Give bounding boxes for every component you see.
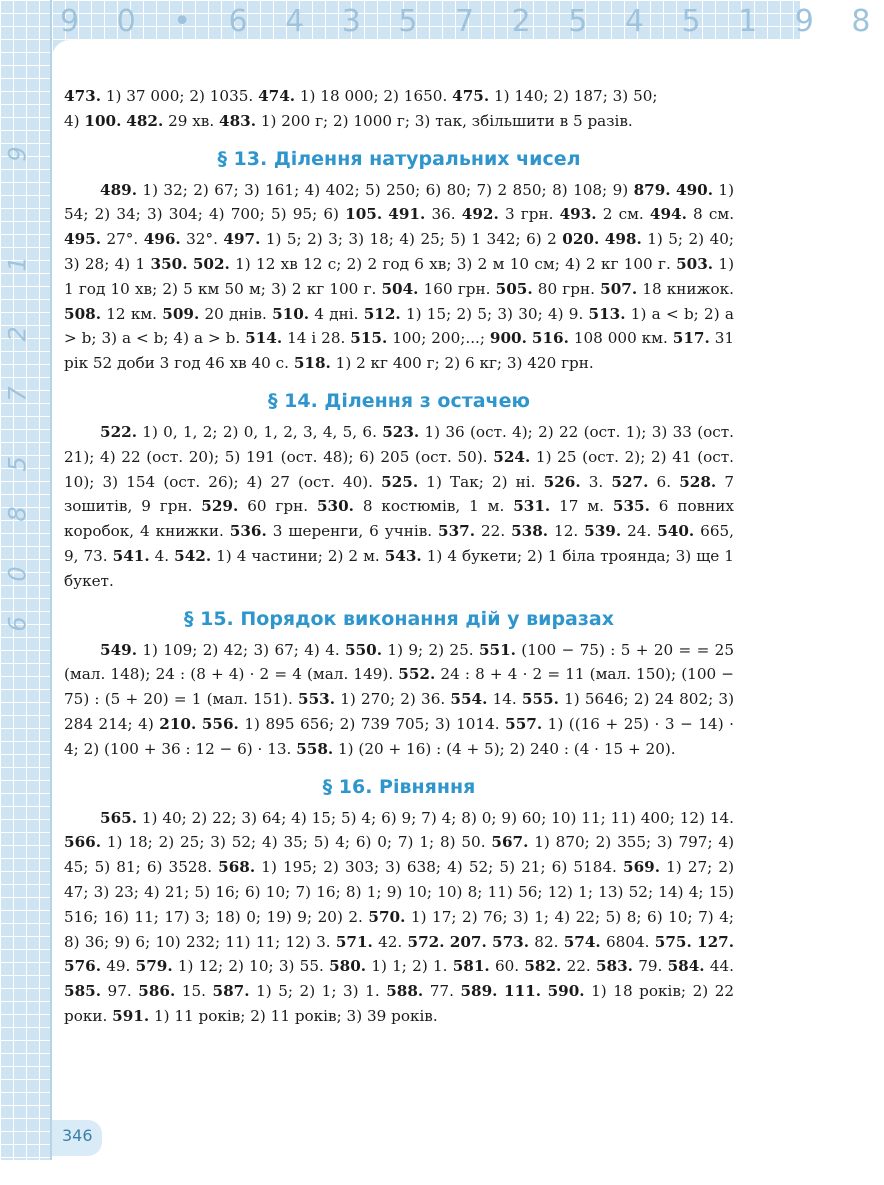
side-digit: 6 [3,616,32,632]
side-digit: 9 [3,146,32,162]
side-digit: 2 [3,326,32,342]
side-digit: 7 [3,386,32,402]
intro-line: 473. 1) 37 000; 2) 1035. 474. 1) 18 000; 2) 1650. 475. 1) 140; 2) 187; 3) 50; [64,87,658,105]
header-digits: 9 0 • 6 4 3 5 7 2 5 4 5 1 9 8 [60,4,884,39]
page-number: 346 [62,1126,93,1145]
section-answers: 565. 1) 40; 2) 22; 3) 64; 4) 15; 5) 4; 6) 9; 7) 4; 8) 0; 9) 60; 10) 11; 11) 400; 12) 14. 566. 1) 18; 2) 25; 3) 52; 4) 35; 5) 4; 6) 0; 7) 1; 8) 50. 567. 1) 870; 2) 355; 3) 797; 4) 45; 5) 81; 6) 3528. 568. 1) 195; 2) 303; 3) 638; 4) 52; 5) 21; 6) 5184. 569. 1) 27; 2) 47; 3) 23; 4) 21; 5) 16; 6) 10; 7) 16; 8) 1; 9) 10; 10) 8; 11) 56; 12) 1; 13) 52; 14) 4; 15) 516; 16) 11; 17) 3; 18) 0; 19) 9; 20) 2. 570. 1) 17; 2) 76; 3) 1; 4) 22; 5) 8; 6) 10; 7) 4; 8) 36; 9) 6; 10) 232; 11) 11; 12) 3. 571. 42. 572. 207. 573. 82. 574. 6804. 575. 127. 576. 49. 579. 1) 12; 2) 10; 3) 55. 580. 1) 1; 2) 1. 581. 60. 582. 22. 583. 79. 584. 44. 585. 97. 586. 15. 587. 1) 5; 2) 1; 3) 1. 588. 77. 589. 111. 590. 1) 18 років; 2) 22 роки. 591. 1) 11 років; 2) 11 років; 3) 39 років. [64,808,735,1025]
section-title: § 14. Ділення з остачею [268,389,530,412]
side-digit: 1 [3,256,32,272]
intro-answers [64,84,734,134]
section-answers: 549. 1) 109; 2) 42; 3) 67; 4) 4. 550. 1) 9; 2) 25. 551. (100 − 75) : 5 + 20 = = 25 (мал. 148); 24 : (8 + 4) · 2 = 4 (мал. 149). 552. 24 : 8 + 4 · 2 = 11 (мал. 150); (100 − 75) : (5 + 20) = 1 (мал. 151). 553. 1) 270; 2) 36. 554. 14. 555. 1) 5646; 2) 24 802; 3) 284 214; 4) 210. 556. 1) 895 656; 2) 739 705; 3) 1014. 557. 1) ((16 + 25) · 3 − 14) · 4; 2) (100 + 36 : 12 − 6) · 13. 558. 1) (20 + 16) : (4 + 5); 2) 240 : (4 · 15 + 20). [64,640,735,758]
side-digit: 8 [3,506,32,522]
section-title: § 15. Порядок виконання дій у виразах [183,607,614,630]
side-decoration [0,0,52,1160]
section-title: § 13. Ділення натуральних чисел [217,147,581,170]
side-digit: 0 [3,566,32,582]
side-digit: 5 [3,456,32,472]
section-answers: 489. 1) 32; 2) 67; 3) 161; 4) 402; 5) 250; 6) 80; 7) 2 850; 8) 108; 9) 879. 490. 1) 54; 2) 34; 3) 304; 4) 700; 5) 95; 6) 105. 491. 36. 492. 3 грн. 493. 2 см. 494. 8 см. 495. 27°. 496. 32°. 497. 1) 5; 2) 3; 3) 18; 4) 25; 5) 1 342; 6) 2 020. 498. 1) 5; 2) 40; 3) 28; 4) 1 350. 502. 1) 12 хв 12 с; 2) 2 год 6 хв; 3) 2 м 10 см; 4) 2 кг 100 г. 503. 1) 1 год 10 хв; 2) 5 км 50 м; 3) 2 кг 100 г. 504. 160 грн. 505. 80 грн. 507. 18 книжок. 508. 12 км. 509. 20 днів. 510. 4 дні. 512. 1) 15; 2) 5; 3) 30; 4) 9. 513. 1) a < b; 2) a > b; 3) a < b; 4) a > b. 514. 14 і 28. 515. 100; 200;...; 900. 516. 108 000 км. 517. 31 рік 52 доби 3 год 46 хв 40 с. 518. 1) 2 кг 400 г; 2) 6 кг; 3) 420 грн. [64,180,735,373]
section-answers: 522. 1) 0, 1, 2; 2) 0, 1, 2, 3, 4, 5, 6. 523. 1) 36 (ост. 4); 2) 22 (ост. 1); 3) 33 (ост. 21); 4) 22 (ост. 20); 5) 191 (ост. 48); 6) 205 (ост. 50). 524. 1) 25 (ост. 2); 2) 41 (ост. 10); 3) 154 (ост. 26); 4) 27 (ост. 40). 525. 1) Так; 2) ні. 526. 3. 527. 6. 528. 7 зошитів, 9 грн. 529. 60 грн. 530. 8 костюмів, 1 м. 531. 17 м. 535. 6 повних коробок, 4 книжки. 536. 3 шеренги, 6 учнів. 537. 22. 538. 12. 539. 24. 540. 665, 9, 73. 541. 4. 542. 1) 4 частини; 2) 2 м. 543. 1) 4 букети; 2) 1 біла троянда; 3) ще 1 букет. [64,422,735,590]
answers-content [64,84,734,1029]
intro-line: 4) 100. 482. 29 хв. 483. 1) 200 г; 2) 1000 г; 3) так, збільшити в 5 разів. [64,111,633,130]
page-corner [52,40,800,74]
section-title: § 16. Рівняння [322,775,476,798]
